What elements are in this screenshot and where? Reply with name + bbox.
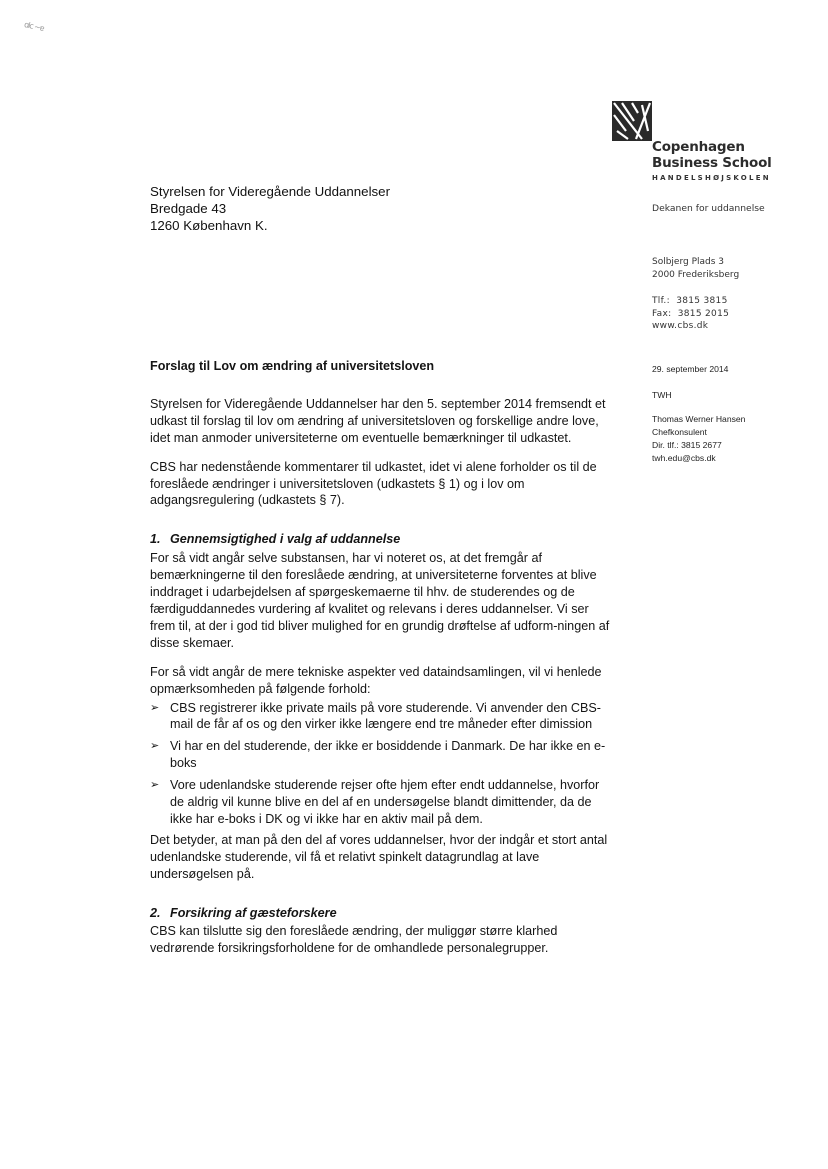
letter-body	[150, 358, 610, 969]
section-paragraph: For så vidt angår de mere tekniske aspekter ved dataindsamlingen, vil vi henlede opmærksomheden på følgende forhold:	[150, 664, 602, 696]
recipient-line: Bredgade 43	[150, 201, 227, 216]
fax: Fax: 3815 2015	[652, 308, 730, 319]
section-title: Forsikring af gæsteforskere	[170, 905, 337, 920]
brand-line-1: Copenhagen	[652, 139, 745, 155]
address-line: Solbjerg Plads 3	[652, 257, 725, 267]
arrow-bullet-icon: ➢	[150, 740, 160, 753]
section-title: Gennemsigtighed i valg af uddannelse	[170, 532, 401, 547]
list-item-text: CBS registrerer ikke private mails på vore studerende. Vi anvender den CBS-mail de får af os og den virker ikke længere end tre måneder efter dimission	[170, 700, 601, 732]
section-number: 2.	[150, 905, 161, 920]
list-item	[150, 738, 610, 772]
list-item	[150, 700, 610, 734]
arrow-bullet-icon: ➢	[150, 701, 160, 714]
section-heading	[150, 905, 610, 922]
contact-name: Thomas Werner Hansen	[652, 414, 746, 424]
brand-line-2: Business School	[652, 154, 772, 171]
list-item-text: Vi har en del studerende, der ikke er bosiddende i Danmark. De har ikke en e-boks	[170, 739, 606, 771]
contact-phone: Dir. tlf.: 3815 2677	[652, 440, 722, 450]
section-heading	[150, 531, 610, 548]
letter-meta	[652, 363, 745, 465]
arrow-bullet-icon: ➢	[150, 779, 160, 792]
list-item	[150, 777, 610, 828]
recipient-line: 1260 København K.	[150, 218, 268, 233]
intro-paragraph: Styrelsen for Videregående Uddannelser har den 5. september 2014 fremsendt et udkast til forslag til lov om ændring af universitetsloven og forskellige andre love, idet man anmoder universiteterne om eventuelle bemærkninger til udkastet.	[150, 396, 606, 445]
letter-subject: Forslag til Lov om ændring af universitetsloven	[150, 359, 435, 373]
section-paragraph: CBS kan tilslutte sig den foreslåede ændring, der muliggør større klarhed vedrørende forsikringsforholdene for de omhandlede personalegrupper.	[150, 924, 558, 956]
department: Dekanen for uddannelse	[652, 203, 765, 214]
brand-name	[652, 140, 772, 171]
contact-title: Chefkonsulent	[652, 427, 707, 437]
cbs-logo-icon	[612, 101, 652, 141]
section-paragraph: Det betyder, at man på den del af vores uddannelser, hvor der indgår et stort antal udenlandske studerende, vil få et relativt spinkelt datagrundlag at lave undersøgelsen på.	[150, 832, 608, 881]
list-item-text: Vore udenlandske studerende rejser ofte hjem efter endt uddannelse, hvorfor de aldrig vil kunne blive en del af en undersøgelse blandt dimittender, da de ikke har e-boks i DK og vi ikke har en aktiv mail på dem.	[170, 778, 600, 826]
letter-date: 29. september 2014	[652, 364, 729, 374]
sender-contact	[652, 295, 729, 333]
recipient-address	[150, 183, 390, 234]
recipient-line: Styrelsen for Videregående Uddannelser	[150, 184, 390, 199]
website-link[interactable]: www.cbs.dk	[652, 321, 709, 331]
reference: TWH	[652, 390, 672, 400]
corner-scribble: ɑlc ~ɐ	[23, 20, 45, 33]
section-number: 1.	[150, 532, 161, 547]
address-line: 2000 Frederiksberg	[652, 269, 740, 280]
sender-address	[652, 256, 739, 281]
contact-email[interactable]: twh.edu@cbs.dk	[652, 453, 716, 463]
intro-paragraph: CBS har nedenstående kommentarer til udkastet, idet vi alene forholder os til de foreslåede ændringer i universitetsloven (udkastets § 1) og i lov om adgangsregulering (udkastets § 7).	[150, 459, 597, 508]
bullet-list	[150, 700, 610, 828]
phone: Tlf.: 3815 3815	[652, 296, 728, 306]
section-paragraph: For så vidt angår selve substansen, har vi noteret os, at det fremgår af bemærkningerne til den foreslåede ændring, at universiteterne forventes at blive inddraget i udarbejdelsen af spørgeskemaerne til hhv. de studerendes og de færdiguddannedes vurdering af kvalitet og relevans i deres uddannelser. Vi ser frem til, at der i god tid bliver mulighed for en grundig drøftelse af udform-ningen af disse skemaer.	[150, 551, 610, 650]
brand-tagline: HANDELSHØJSKOLEN	[652, 174, 771, 182]
